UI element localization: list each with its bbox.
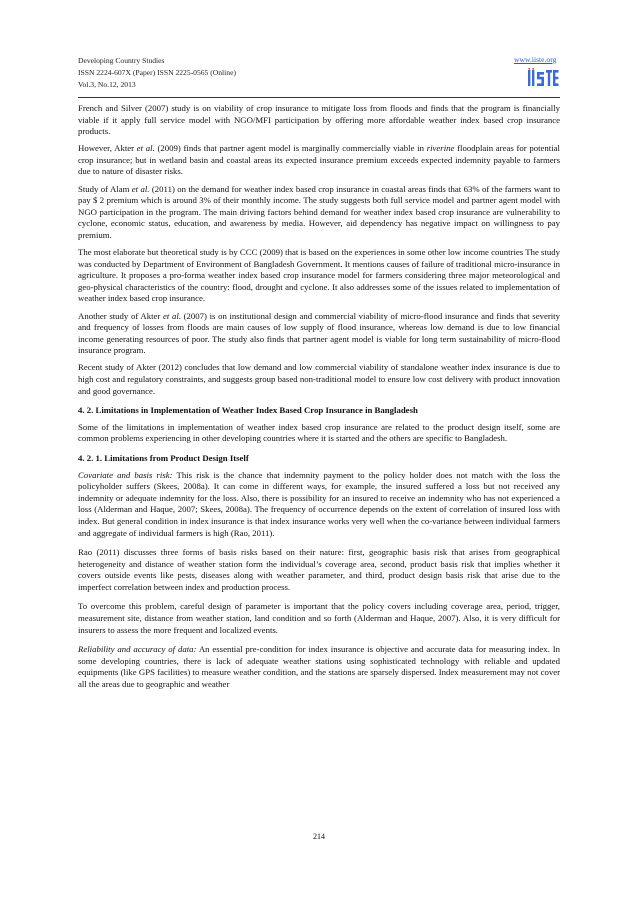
- paragraph-text: (2011) on the demand for weather index based crop insurance in coastal areas finds that 63% of the farmers want to pay $ 2 premium which is around 3% of their monthly income. The study suggests both full service model and partner agent model with NGO participation in the program. The main driving factors behind demand for weather index based crop insurance are vulnerability to cyclone, economic status, education, and awareness by media. However, aid dependency has negative impact on willingness to pay premium.: [78, 183, 561, 240]
- issn-line: ISSN 2224-607X (Paper) ISSN 2225-0565 (Online): [78, 68, 236, 77]
- paragraph: [78, 601, 560, 636]
- et-al-italic: et al: [162, 310, 179, 321]
- paragraph-text: Some of the limitations in implementation of weather index based crop insurance are related to the product design itself, some are common problems experiencing in other developing countries where it is started and the others are specific to Bangladesh.: [78, 421, 560, 444]
- journal-name: Developing Country Studies: [78, 56, 165, 65]
- paragraph-text: Recent study of Akter (2012) concludes that low demand and low commercial viability of standalone weather index insurance is due to high cost and regulatory constraints, and suggests group based non-traditional model to ensure low cost delivery with product innovation and good governance.: [78, 362, 560, 396]
- article-body: [78, 103, 560, 696]
- section-heading: 4. 2. Limitations in Implementation of Weather Index Based Crop Insurance in Bangladesh: [78, 405, 418, 416]
- header-divider: [78, 97, 560, 98]
- paragraph-text: . (2007) is on institutional design and commercial viability of micro-flood insurance and finds that severity and frequency of losses from floods are main causes of low supply of flood insurance, whereas low demand is due to low financial income generating resources of poor. The study also finds that partner agent model is viable for long term sustainability of micro-flood insurance program.: [78, 310, 560, 356]
- et-al-italic: et al.: [136, 143, 155, 154]
- paragraph-text: Rao (2011) discusses three forms of basis risks based on their nature: first, geographic basis risk that arises from geographical heterogeneity and distance of weather station form the individual’s coverage area, second, product basis risk that implies whether it covers outside events like pests, diseases along with weather parameter, and third, product design basis risk that arise due to the imperfect correlation between index and production process.: [78, 547, 560, 592]
- paragraph-text: An essential pre-condition for index insurance is objective and accurate data for measuring index. In some developing countries, there is lack of adequate weather stations using sophisticated technology with reliable and updated equipments (like GPS facilities) to measure weather condition, and the stations are sparsely dispersed. Index measurement may not cover all the areas due to geographic and weather: [78, 644, 560, 690]
- journal-url-link[interactable]: www.iiste.org: [514, 55, 557, 64]
- paragraph-text: This risk is the chance that indemnity payment to the policy holder does not match with the loss the policyholder suffers (Skees, 2008a). It can come in different ways, for example, the insured suffered a loss but not received any indemnity or adequate indemnity for the loss. Also, there is possibility for an insured to receive an indemnity who has not experienced a loss (Alderman and Haque, 2007; Skees, 2008a). The frequency of occurrence depends on the extent of correlation of insured loss with index. But general condition in index insurance is that index insurance works very well when the co-variance between individual farmers and aggregate of individual farmers is high (Rao, 2011).: [78, 469, 561, 538]
- paragraph: [78, 362, 560, 397]
- riverine-italic: riverine: [426, 143, 455, 154]
- paragraph: [78, 644, 560, 690]
- et-al-italic: et al.: [131, 183, 150, 194]
- paragraph-text: Study of Alam: [78, 183, 132, 194]
- paragraph-text: floodplain areas for potential crop insurance; but in wetland basin and coastal areas its expected insurance premium exceeds expected indemnity payable to farmers due to nature of disaster risks.: [78, 143, 560, 177]
- paragraph: [78, 184, 560, 242]
- paragraph: [78, 311, 560, 357]
- paragraph: [78, 247, 560, 305]
- paragraph-text: However, Akter: [78, 143, 137, 154]
- italic-lead-in: Covariate and basis risk:: [78, 469, 173, 480]
- paragraph-text: The most elaborate but theoretical study is by CCC (2009) that is based on the experiences in some other low income countries The study was conducted by Department of Environment of Bangladesh Government. It mentions causes of failure of traditional micro-insurance in agriculture. It proposes a pro-forma weather index based crop insurance model for farmers considering three major meteorological and geo-physical characteristics of the country: flood, drought and cyclone. It also addresses some of the issues related to implementation of weather index based crop insurance.: [78, 247, 560, 304]
- paragraph: [78, 547, 560, 593]
- paragraph: [78, 143, 560, 178]
- iiste-logo: [527, 68, 559, 90]
- subsection-heading: 4. 2. 1. Limitations from Product Design Itself: [78, 452, 249, 463]
- page-number: 214: [313, 832, 325, 841]
- paragraph-text: French and Silver (2007) study is on viability of crop insurance to mitigate loss from floods and finds that the program is financially viable if it apply full service model with NGO/MFI participation by offering more affordable weather index based crop insurance products.: [78, 103, 560, 137]
- volume-line: Vol.3, No.12, 2013: [78, 80, 136, 89]
- paragraph: [78, 422, 560, 445]
- paragraph-text: To overcome this problem, careful design of parameter is important that the policy covers including coverage area, period, trigger, measurement site, distance from weather station, land condition and so forth (Alderman and Haque, 2007). Also, it is very difficult for insurers to assess the more frequent and localized events.: [78, 601, 560, 635]
- paragraph: [78, 103, 560, 138]
- paragraph-text: Another study of Akter: [78, 310, 163, 321]
- paragraph-text: (2009) finds that partner agent model is marginally commercially viable in: [154, 143, 427, 154]
- italic-lead-in: Reliability and accuracy of data:: [78, 644, 197, 655]
- paragraph: [78, 470, 560, 540]
